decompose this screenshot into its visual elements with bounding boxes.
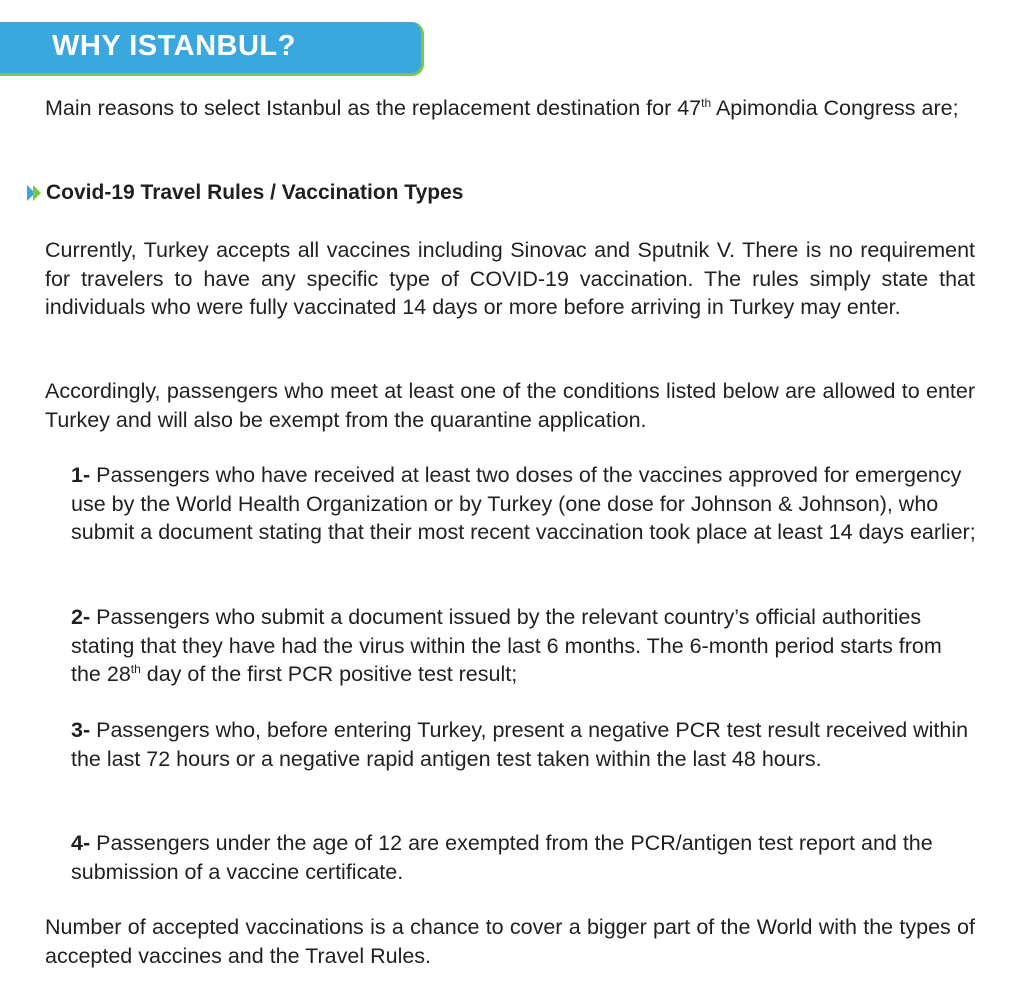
condition-text-before: Passengers who submit a document issued by the relevant country’s official authorities stating that they have had the virus within the last 6 months. The 6-month period starts from the 28 [71, 605, 942, 686]
banner-title: WHY ISTANBUL? [52, 30, 296, 62]
section-heading-row [25, 178, 463, 208]
condition-item-1 [71, 461, 976, 547]
closing-paragraph: Number of accepted vaccinations is a chance to cover a bigger part of the World with the types of accepted vaccines and the Travel Rules. [45, 915, 975, 968]
paragraph-vaccines: Currently, Turkey accepts all vaccines including Sinovac and Sputnik V. There is no requirement for travelers to have any specific type of COVID-19 vaccination. The rules simply state that individuals who were fully vaccinated 14 days or more before arriving in Turkey may enter. [45, 238, 975, 319]
section-banner [0, 22, 424, 76]
condition-number: 3- [71, 718, 91, 742]
condition-text: Passengers under the age of 12 are exempted from the PCR/antigen test report and the submission of a vaccine certificate. [71, 831, 933, 884]
intro-text-before: Main reasons to select Istanbul as the replacement destination for 47 [45, 96, 702, 120]
condition-text-after: day of the first PCR positive test result; [140, 662, 518, 686]
condition-superscript: th [130, 661, 141, 676]
condition-item-4 [71, 829, 976, 886]
intro-paragraph [45, 94, 975, 123]
condition-item-3 [71, 716, 976, 773]
double-chevron-icon [25, 183, 45, 203]
condition-text: Passengers who have received at least two doses of the vaccines approved for emergency use by the World Health Organization or by Turkey (one dose for Johnson & Johnson), who submit a document stating that their most recent vaccination took place at least 14 days earlier; [71, 463, 976, 544]
paragraph-conditions: Accordingly, passengers who meet at least one of the conditions listed below are allowed to enter Turkey and will also be exempt from the quarantine application. [45, 379, 975, 432]
intro-superscript: th [701, 95, 712, 110]
condition-number: 1- [71, 463, 91, 487]
condition-text: Passengers who, before entering Turkey, present a negative PCR test result received within the last 72 hours or a negative rapid antigen test taken within the last 48 hours. [71, 718, 969, 771]
condition-item-2 [71, 603, 976, 689]
intro-text-after: Apimondia Congress are; [711, 96, 959, 120]
condition-number: 4- [71, 831, 91, 855]
condition-number: 2- [71, 605, 91, 629]
section-heading: Covid-19 Travel Rules / Vaccination Types [46, 181, 464, 204]
